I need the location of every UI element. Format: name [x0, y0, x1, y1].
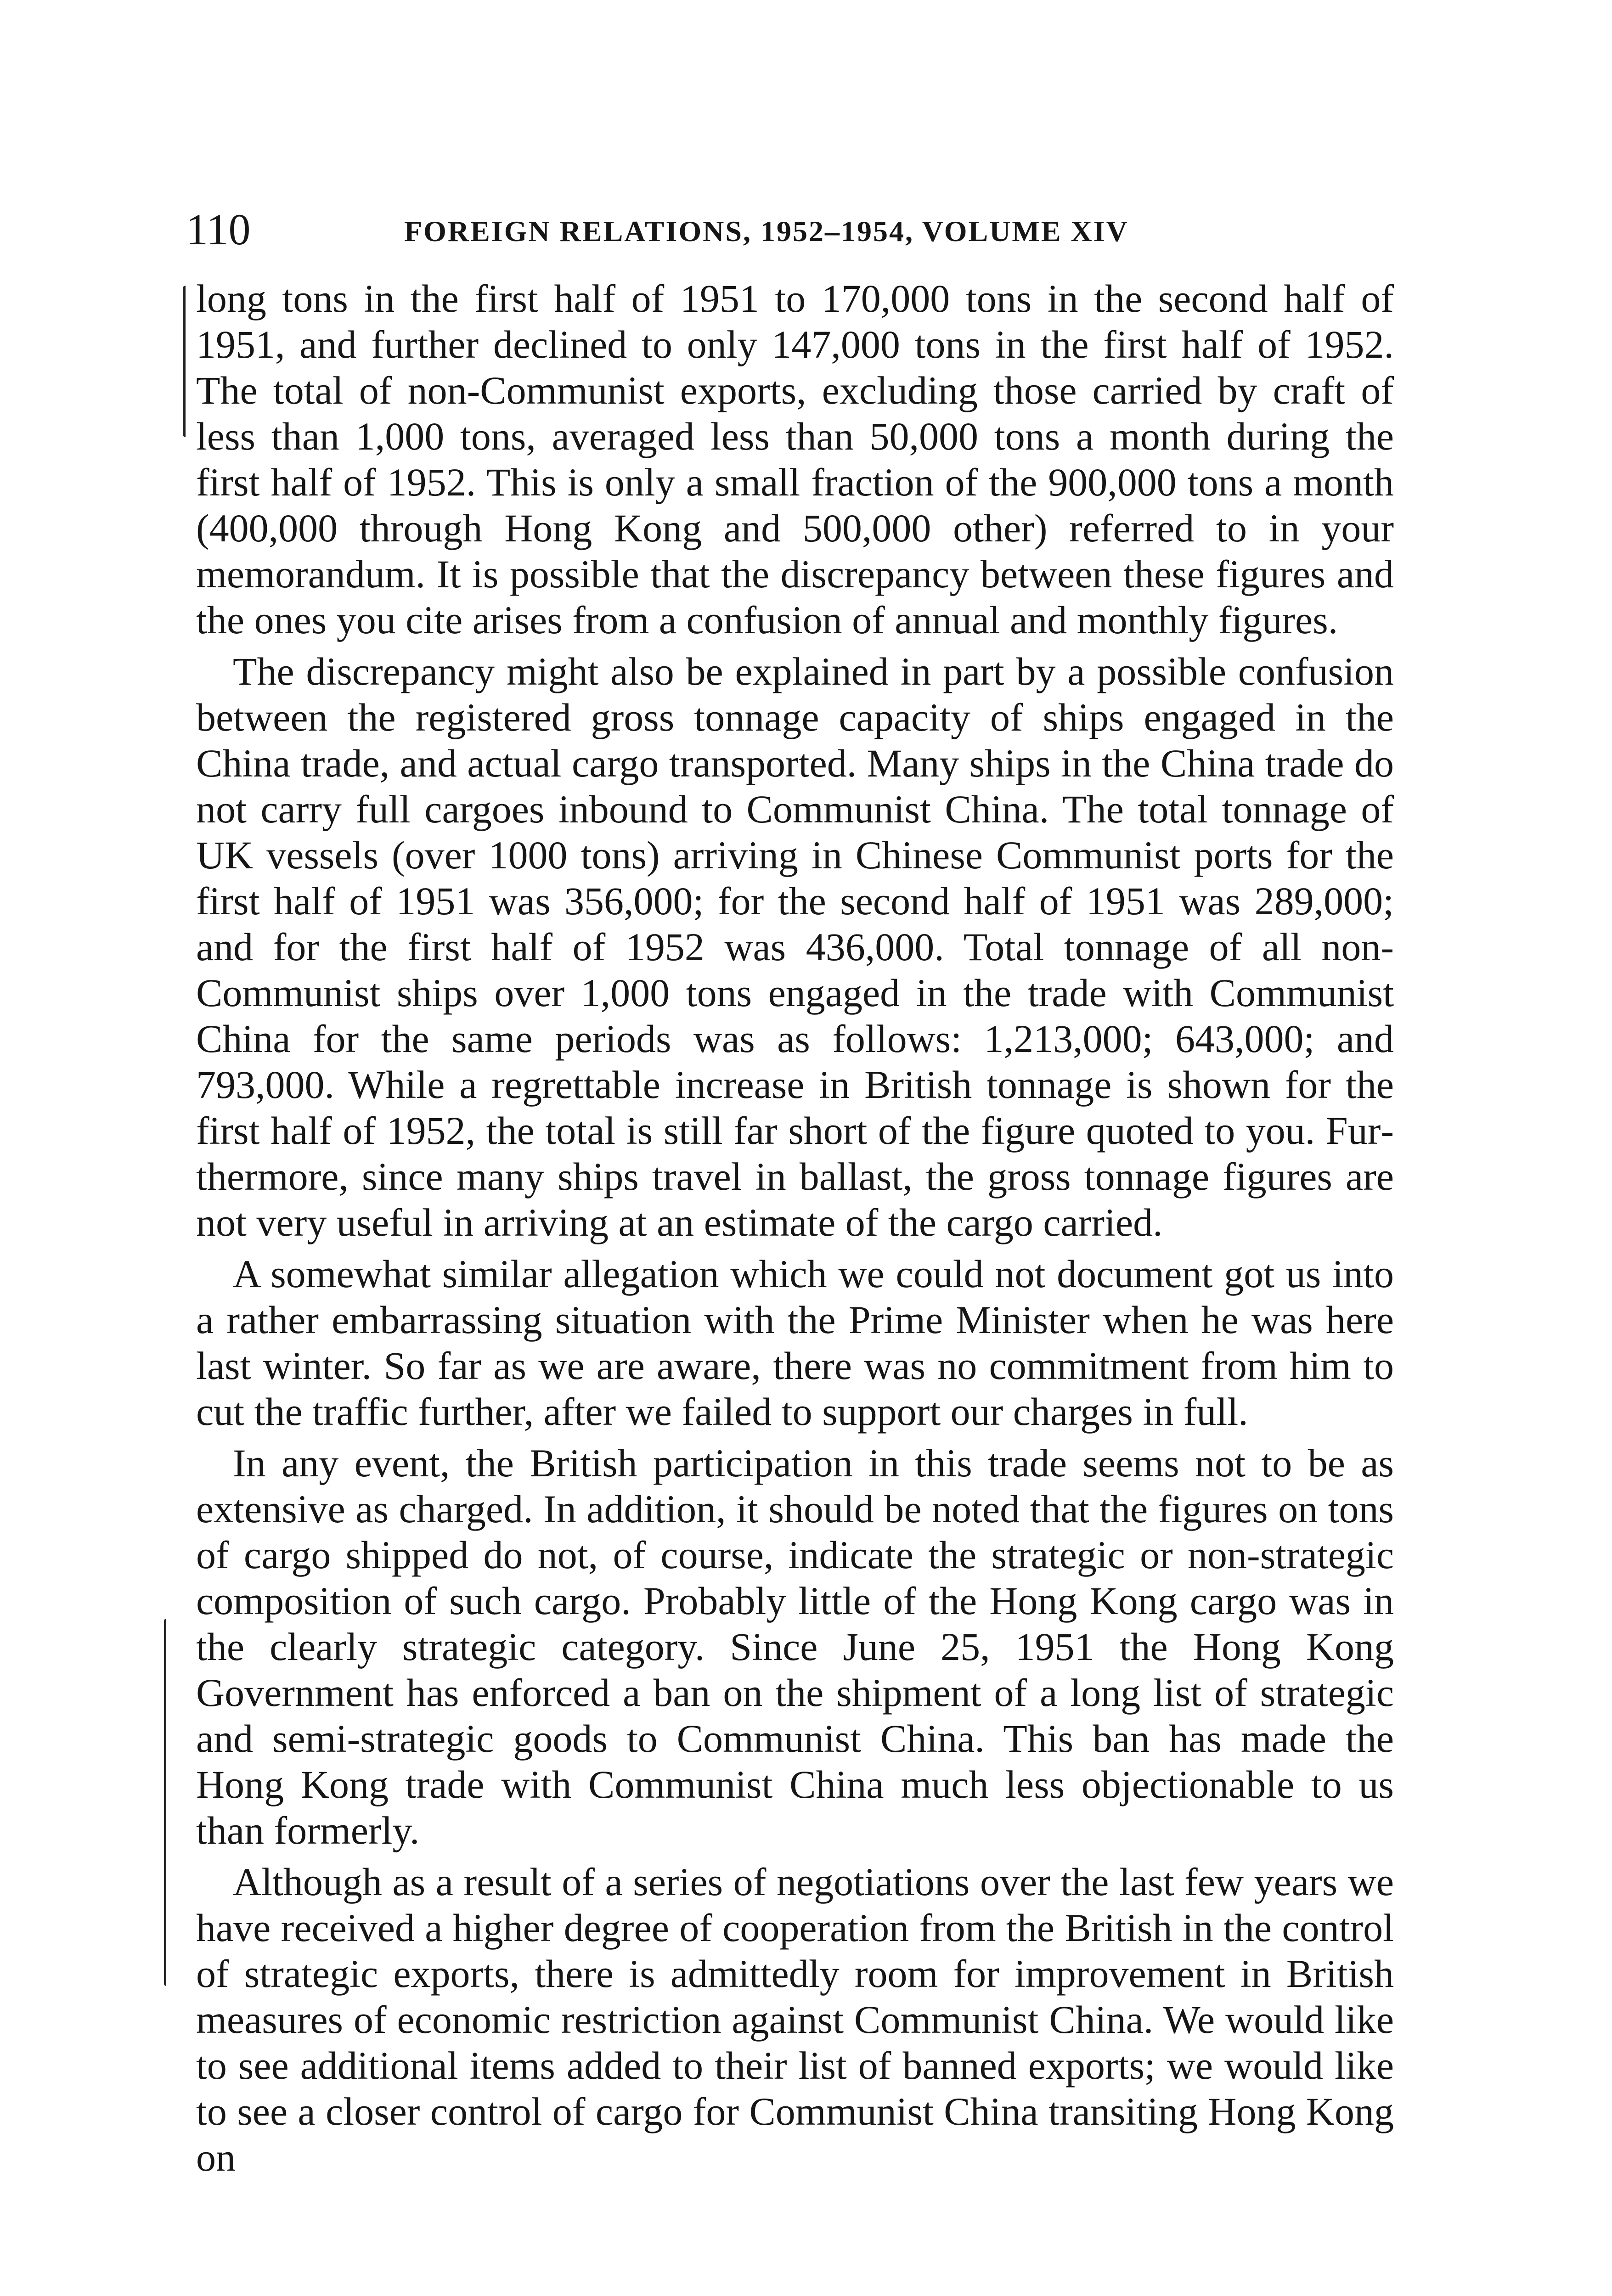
margin-bracket-mark [164, 1619, 166, 1986]
running-title: FOREIGN RELATIONS, 1952–1954, VOLUME XIV [404, 215, 1129, 248]
paragraph: The discrepancy might also be explained in part by a possible confusion between the registered gross tonnage capacity of ships engaged in the China trade, and actual cargo transported. Many ships in the China trade do not carry full cargoes inbound to Communist China. The total tonnage of UK vessels (over 1000 tons) arriving in Chinese Communist ports for the first half of 1951 was 356,000; for the second half of 1951 was 289,000; and for the first half of 1952 was 436,000. Total tonnage of all non-Communist ships over 1,000 tons engaged in the trade with Communist China for the same periods was as follows: 1,213,000; 643,000; and 793,000. While a regrettable increase in British tonnage is shown for the first half of 1952, the total is still far short of the figure quoted to you. Furthermore, since many ships travel in ballast, the gross tonnage figures are not very useful in arriving at an estimate of the cargo carried. [196, 649, 1394, 1244]
paragraph: Although as a result of a series of negotiations over the last few years we have received a higher degree of cooperation from the British in the control of strategic exports, there is admittedly room for improvement in British measures of economic restriction against Communist China. We would like to see additional items added to their list of banned exports; we would like to see a closer control of cargo for Communist China transiting Hong Kong on [196, 1860, 1394, 2179]
paragraph: long tons in the first half of 1951 to 170,000 tons in the second half of 1951, and further declined to only 147,000 tons in the first half of 1952. The total of non-Communist exports, excluding those carried by craft of less than 1,000 tons, averaged less than 50,000 tons a month during the first half of 1952. This is only a small fraction of the 900,000 tons a month (400,000 through Hong Kong and 500,000 other) referred to in your memorandum. It is possible that the discrepancy between these figures and the ones you cite arises from a confusion of annual and monthly figures. [196, 276, 1394, 642]
page-header [186, 202, 1394, 257]
paragraph: In any event, the British participation in this trade seems not to be as extensive as charged. In addition, it should be noted that the figures on tons of cargo shipped do not, of course, indicate the strategic or non-strategic composition of such cargo. Probably little of the Hong Kong cargo was in the clearly strategic category. Since June 25, 1951 the Hong Kong Government has enforced a ban on the shipment of a long list of strategic and semi-strategic goods to Communist China. This ban has made the Hong Kong trade with Communist China much less objectionable to us than formerly. [196, 1441, 1394, 1852]
body-text [196, 276, 1394, 2186]
margin-bracket-mark [183, 286, 186, 437]
paragraph: A somewhat similar allegation which we could not document got us into a rather embarrassing situation with the Prime Minister when he was here last winter. So far as we are aware, there was no commitment from him to cut the traffic further, after we failed to support our charges in full. [196, 1252, 1394, 1434]
page-number: 110 [186, 205, 251, 254]
